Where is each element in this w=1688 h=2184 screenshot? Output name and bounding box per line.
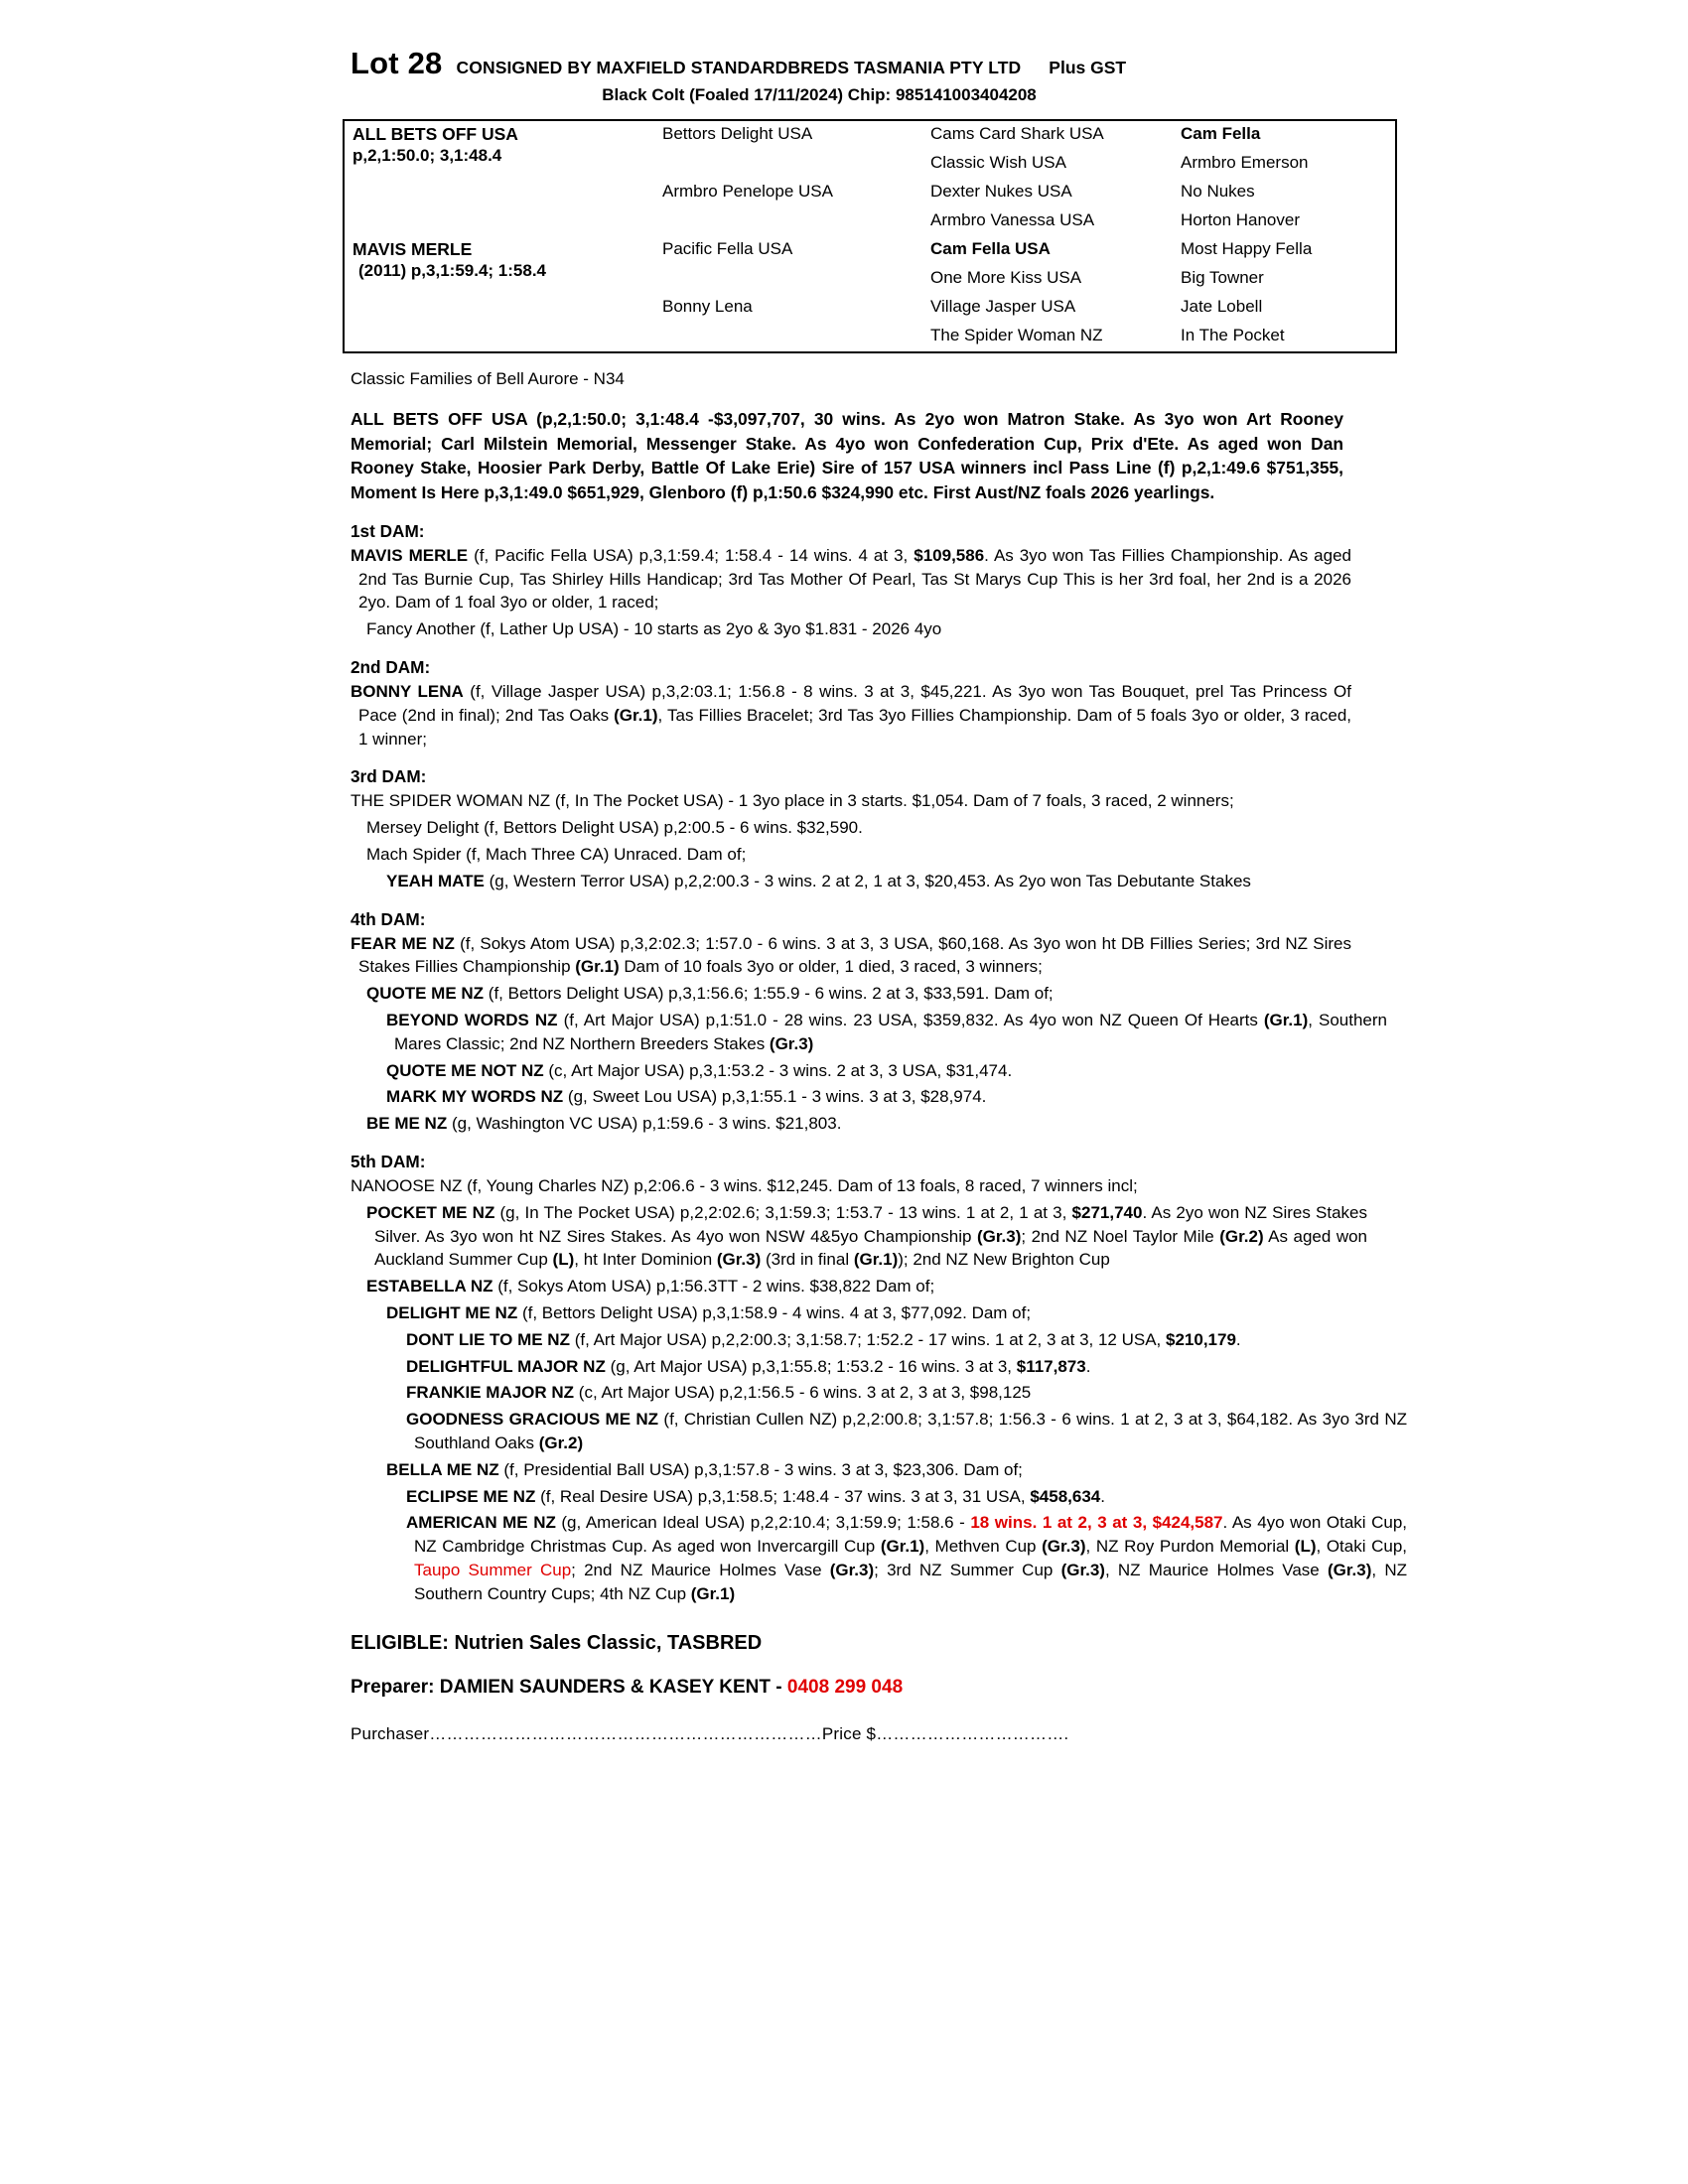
pedigree-entry <box>351 544 1351 614</box>
pedigree-entry <box>351 982 1367 1006</box>
entry-text: Mach Spider (f, Mach Three CA) Unraced. Dam of; <box>366 844 747 864</box>
preparer-label: Preparer: DAMIEN SAUNDERS & KASEY KENT - <box>351 1676 787 1698</box>
sire-gen4-2: Armbro Emerson <box>1181 153 1309 172</box>
entry-text: (Gr.1) <box>614 705 658 725</box>
entry-text: (g, In The Pocket USA) p,2,2:02.6; 3,1:59.3; 1:53.7 - 13 wins. 1 at 2, 1 at 3, <box>494 1202 1072 1222</box>
entry-text: DELIGHTFUL MAJOR NZ <box>406 1356 606 1376</box>
entry-text: ESTABELLA NZ <box>366 1277 493 1297</box>
pedigree-entry <box>351 617 1367 641</box>
entry-text: (f, Art Major USA) p,2,2:00.3; 3,1:58.7; 1:52.2 - 17 wins. 1 at 2, 3 at 3, 12 USA, <box>569 1329 1167 1349</box>
entry-text: (f, Bettors Delight USA) p,3,1:58.9 - 4 wins. 4 at 3, $77,092. Dam of; <box>517 1302 1032 1322</box>
entry-text: (f, Bettors Delight USA) p,3,1:56.6; 1:55.9 - 6 wins. 2 at 3, $33,591. Dam of; <box>484 984 1054 1004</box>
entry-text: (Gr.3) <box>1060 1560 1105 1579</box>
entry-text: (Gr.3) <box>1042 1537 1086 1557</box>
pedigree-entry <box>351 1381 1407 1405</box>
pedigree-entry <box>351 816 1367 840</box>
entry-text: ECLIPSE ME NZ <box>406 1486 536 1506</box>
dam-cell <box>344 236 654 294</box>
entry-text: BEYOND WORDS NZ <box>386 1010 558 1029</box>
purchaser-line: Purchaser……………………………………………………………Price $……………………………. <box>351 1723 1069 1743</box>
pedigree-entry <box>351 1328 1407 1352</box>
entry-text: (Gr.1) <box>690 1583 736 1603</box>
entry-text: DONT LIE TO ME NZ <box>406 1329 570 1349</box>
pedigree-entry <box>351 1301 1387 1325</box>
entry-text: Fancy Another (f, Lather Up USA) - 10 starts as 2yo & 3yo $1.831 - 2026 4yo <box>366 619 942 639</box>
pedigree-entry <box>351 1458 1387 1482</box>
entry-text: (Gr.2) <box>538 1433 584 1452</box>
entry-text: (f, Pacific Fella USA) p,3,1:59.4; 1:58.4 - 14 wins. 4 at 3, <box>468 545 914 565</box>
highlight-text: Taupo Summer Cup <box>414 1560 572 1579</box>
entry-text: . As 3yo won Tas Fillies Championship. As aged 2nd Tas Burnie Cup, Tas Shirley Hills Handicap; 3rd Tas Mother Of Pearl, Tas St Marys Cup This is her 3rd foal, her 2nd is a 2026 2yo. Dam of 1 foal 3yo or older, 1 raced; <box>358 545 1351 613</box>
entry-text: $117,873 <box>1016 1356 1086 1376</box>
lot-number: Lot 28 <box>351 46 443 80</box>
pedigree-table-wrapper <box>343 119 1345 353</box>
entry-text: (f, Christian Cullen NZ) p,2,2:00.8; 3,1:57.8; 1:56.3 - 6 wins. 1 at 2, 3 at 3, $64,182. As 3yo 3rd NZ Southland Oaks <box>414 1410 1407 1452</box>
dam-heading: 2nd DAM: <box>351 657 431 677</box>
entry-text: (Gr.1) <box>880 1537 925 1557</box>
entry-text: . <box>1235 1329 1241 1349</box>
entry-text: (f, Presidential Ball USA) p,3,1:57.8 - 3 wins. 3 at 3, $23,306. Dam of; <box>498 1459 1023 1479</box>
pedigree-entry <box>351 843 1367 867</box>
pedigree-entry <box>351 1408 1407 1455</box>
table-row <box>344 179 1396 207</box>
pedigree-entry <box>351 789 1351 813</box>
dam-gen3-3: Village Jasper USA <box>930 297 1076 316</box>
dam-dam: Bonny Lena <box>662 297 753 316</box>
entry-text: $210,179 <box>1166 1329 1236 1349</box>
pedigree-entry <box>351 1112 1367 1136</box>
catalogue-sheet <box>343 46 1408 1744</box>
entry-text: (f, Village Jasper USA) p,3,2:03.1; 1:56.8 - 8 wins. 3 at 3, $45,221. As 3yo won Tas Bouquet, prel Tas Princess Of Pace (2nd in final); 2nd Tas Oaks <box>358 682 1352 725</box>
sire-gen3-3: Dexter Nukes USA <box>930 182 1072 201</box>
entry-text: . As 2yo won NZ Sires Stakes Silver. As 3yo won ht NZ Sires Stakes. As 4yo won NSW 4&5yo Championship <box>374 1202 1367 1246</box>
preparer-line <box>351 1677 1345 1699</box>
entry-text: QUOTE ME NZ <box>366 984 485 1004</box>
entry-text: (Gr.3) <box>976 1226 1022 1246</box>
entry-text: , NZ Southern Country Cups; 4th NZ Cup <box>414 1560 1407 1603</box>
pedigree-entry <box>351 1355 1407 1379</box>
entry-text: (Gr.3) <box>769 1033 814 1053</box>
dam-heading: 4th DAM: <box>351 908 426 929</box>
entry-text: NANOOSE NZ (f, Young Charles NZ) p,2:06.6 - 3 wins. $12,245. Dam of 13 foals, 8 raced, 7 winners incl; <box>351 1175 1138 1195</box>
table-row <box>344 120 1396 150</box>
pedigree-entry <box>351 1174 1351 1198</box>
highlight-text: 18 wins. 1 at 2, 3 at 3, $424,587 <box>970 1513 1223 1533</box>
dam-gen3-2: One More Kiss USA <box>930 268 1082 287</box>
dam-gen3-4: The Spider Woman NZ <box>930 326 1103 344</box>
entry-text: DELIGHT ME NZ <box>386 1302 518 1322</box>
table-row <box>344 294 1396 323</box>
entry-text: , ht Inter Dominion <box>574 1250 717 1270</box>
entry-text: (f, Real Desire USA) p,3,1:58.5; 1:48.4 - 37 wins. 3 at 3, 31 USA, <box>535 1486 1031 1506</box>
entry-text: (f, Sokys Atom USA) p,3,2:02.3; 1:57.0 - 6 wins. 3 at 3, 3 USA, $60,168. As 3yo won ht DB Fillies Series; 3rd NZ Sires Stakes Fillies Championship <box>358 933 1351 977</box>
entry-text: AMERICAN ME NZ <box>406 1513 556 1533</box>
sire-name: ALL BETS OFF USA <box>352 124 518 144</box>
entry-text: (g, Western Terror USA) p,2,2:00.3 - 3 wins. 2 at 2, 1 at 3, $20,453. As 2yo won Tas Debutante Stakes <box>484 871 1251 890</box>
dam-gen4-2: Big Towner <box>1181 268 1264 287</box>
entry-text: (g, Sweet Lou USA) p,3,1:55.1 - 3 wins. 3 at 3, $28,974. <box>563 1087 987 1107</box>
sire-gen3-1: Cams Card Shark USA <box>930 124 1104 143</box>
entry-text: (f, Sokys Atom USA) p,1:56.3TT - 2 wins. $38,822 Dam of; <box>492 1277 935 1297</box>
entry-text: (3rd in final <box>761 1250 854 1270</box>
entry-text: (Gr.3) <box>829 1560 875 1579</box>
entry-text: , NZ Maurice Holmes Vase <box>1104 1560 1328 1579</box>
pedigree-entry <box>351 1201 1367 1272</box>
entry-text: FRANKIE MAJOR NZ <box>406 1383 575 1403</box>
sire-sire: Bettors Delight USA <box>662 124 813 143</box>
horse-description: Black Colt (Foaled 17/11/2024) Chip: 985141003404208 <box>602 85 1037 104</box>
entry-text: . <box>1085 1356 1091 1376</box>
entry-text: (f, Art Major USA) p,1:51.0 - 28 wins. 23 USA, $359,832. As 4yo won NZ Queen Of Hearts <box>557 1010 1264 1029</box>
entry-text: , NZ Roy Purdon Memorial <box>1085 1537 1295 1557</box>
entry-text: (Gr.2) <box>1219 1226 1264 1246</box>
sire-cell <box>344 120 654 179</box>
entry-text: ; 2nd NZ Maurice Holmes Vase <box>571 1560 830 1579</box>
entry-text: MARK MY WORDS NZ <box>386 1087 564 1107</box>
entry-text: BELLA ME NZ <box>386 1459 499 1479</box>
dam-gen4-4: In The Pocket <box>1181 326 1285 344</box>
entry-text: (g, American Ideal USA) p,2,2:10.4; 3,1:59.9; 1:58.6 - <box>555 1513 971 1533</box>
dam-sections <box>343 520 1408 1606</box>
pedigree-entry <box>351 870 1387 893</box>
entry-text: (L) <box>552 1250 575 1270</box>
entry-text: (L) <box>1294 1537 1317 1557</box>
dam-heading: 1st DAM: <box>351 520 425 541</box>
entry-text: Dam of 10 foals 3yo or older, 1 died, 3 raced, 3 winners; <box>619 957 1043 977</box>
entry-text: BE ME NZ <box>366 1114 448 1134</box>
dam-heading: 5th DAM: <box>351 1151 426 1171</box>
entry-text: (c, Art Major USA) p,3,1:53.2 - 3 wins. 2 at 3, 3 USA, $31,474. <box>543 1060 1013 1080</box>
entry-text: ; 3rd NZ Summer Cup <box>874 1560 1061 1579</box>
entry-text: , Methven Cup <box>924 1537 1043 1557</box>
entry-text: (Gr.1) <box>575 957 620 977</box>
pedigree-entry <box>351 1485 1407 1509</box>
consignor-name: CONSIGNED BY MAXFIELD STANDARDBREDS TASMANIA PTY LTD <box>456 58 1022 77</box>
entry-text: (g, Art Major USA) p,3,1:55.8; 1:53.2 - 16 wins. 3 at 3, <box>605 1356 1017 1376</box>
pedigree-entry <box>351 932 1351 980</box>
pedigree-table <box>343 119 1397 353</box>
spacer-cell-2 <box>344 294 654 352</box>
entry-text: (Gr.1) <box>1263 1010 1309 1029</box>
entry-text: (Gr.3) <box>716 1250 762 1270</box>
sire-marks: p,2,1:50.0; 3,1:48.4 <box>352 146 502 166</box>
dam-gen4-3: Jate Lobell <box>1181 297 1263 316</box>
entry-text: , Southern Mares Classic; 2nd NZ Northern Breeders Stakes <box>394 1010 1388 1053</box>
page-header <box>343 46 1345 81</box>
preparer-phone: 0408 299 048 <box>786 1676 904 1698</box>
entry-text: (g, Washington VC USA) p,1:59.6 - 3 wins. $21,803. <box>447 1114 842 1134</box>
dam-sire: Pacific Fella USA <box>662 239 793 258</box>
dam-gen4-1: Most Happy Fella <box>1181 239 1313 258</box>
entry-text: . <box>1100 1486 1105 1506</box>
pedigree-entry <box>351 1275 1367 1298</box>
entry-text: BONNY LENA <box>351 682 464 701</box>
entry-text: ); 2nd NZ New Brighton Cup <box>898 1250 1110 1270</box>
pedigree-entry <box>351 680 1351 751</box>
sire-gen3-2: Classic Wish USA <box>930 153 1066 172</box>
dam-heading: 3rd DAM: <box>351 766 427 787</box>
dam-gen3-1: Cam Fella USA <box>930 239 1051 258</box>
entry-text: FEAR ME NZ <box>351 933 455 953</box>
dam-marks: (2011) p,3,1:59.4; 1:58.4 <box>358 261 547 281</box>
entry-text: (Gr.3) <box>1327 1560 1372 1579</box>
sire-gen4-3: No Nukes <box>1181 182 1255 201</box>
eligible-line: ELIGIBLE: Nutrien Sales Classic, TASBRED <box>351 1631 763 1654</box>
pedigree-entry <box>351 1085 1387 1109</box>
entry-text: As aged won Auckland Summer Cup <box>374 1226 1367 1270</box>
entry-text: Mersey Delight (f, Bettors Delight USA) p,2:00.5 - 6 wins. $32,590. <box>366 818 863 838</box>
entry-text: MAVIS MERLE <box>351 545 469 565</box>
entry-text: (Gr.1) <box>853 1250 899 1270</box>
table-row <box>344 236 1396 265</box>
classic-families-line: Classic Families of Bell Aurore - N34 <box>351 369 625 388</box>
entry-text: . As 4yo won Otaki Cup, NZ Cambridge Christmas Cup. As aged won Invercargill Cup <box>414 1513 1408 1557</box>
sire-dam: Armbro Penelope USA <box>662 182 833 201</box>
entry-text: THE SPIDER WOMAN NZ (f, In The Pocket USA) - 1 3yo place in 3 starts. $1,054. Dam of 7 foals, 3 raced, 2 winners; <box>351 791 1234 811</box>
entry-text: YEAH MATE <box>386 871 485 890</box>
dam-name: MAVIS MERLE <box>352 239 473 259</box>
entry-text: GOODNESS GRACIOUS ME NZ <box>406 1410 659 1430</box>
pedigree-entry <box>351 1059 1387 1083</box>
entry-text: , Tas Fillies Bracelet; 3rd Tas 3yo Fillies Championship. Dam of 5 foals 3yo or older, 3 raced, 1 winner; <box>358 705 1352 749</box>
entry-text: ; 2nd NZ Noel Taylor Mile <box>1021 1226 1220 1246</box>
sire-gen3-4: Armbro Vanessa USA <box>930 210 1095 229</box>
entry-text: (c, Art Major USA) p,2,1:56.5 - 6 wins. 3 at 2, 3 at 3, $98,125 <box>574 1383 1032 1403</box>
sire-gen4-4: Horton Hanover <box>1181 210 1301 229</box>
entry-text: , Otaki Cup, <box>1316 1537 1408 1557</box>
entry-text: POCKET ME NZ <box>366 1202 495 1222</box>
entry-text: $109,586 <box>914 545 985 565</box>
entry-text: $458,634 <box>1030 1486 1101 1506</box>
entry-text: $271,740 <box>1071 1202 1143 1222</box>
sire-paragraph: ALL BETS OFF USA (p,2,1:50.0; 3,1:48.4 -$3,097,707, 30 wins. As 2yo won Matron Stake. As 3yo won Art Rooney Memorial; Carl Milstein Memorial, Messenger Stake. As 4yo won Confederation Cup, Prix d'Ete. As aged won Dan Rooney Stake, Hoosier Park Derby, Battle Of Lake Erie) Sire of 157 USA winners incl Pass Line (f) p,2,1:49.6 $751,355, Moment Is Here p,3,1:49.0 $651,929, Glenboro (f) p,1:50.6 $324,990 etc. First Aust/NZ foals 2026 yearlings. <box>351 409 1343 503</box>
gst-note: Plus GST <box>1049 58 1127 77</box>
pedigree-entry <box>351 1511 1407 1605</box>
sire-gen4-1: Cam Fella <box>1181 124 1261 143</box>
entry-text: QUOTE ME NOT NZ <box>386 1060 544 1080</box>
spacer-cell <box>344 179 654 236</box>
pedigree-entry <box>351 1009 1387 1056</box>
